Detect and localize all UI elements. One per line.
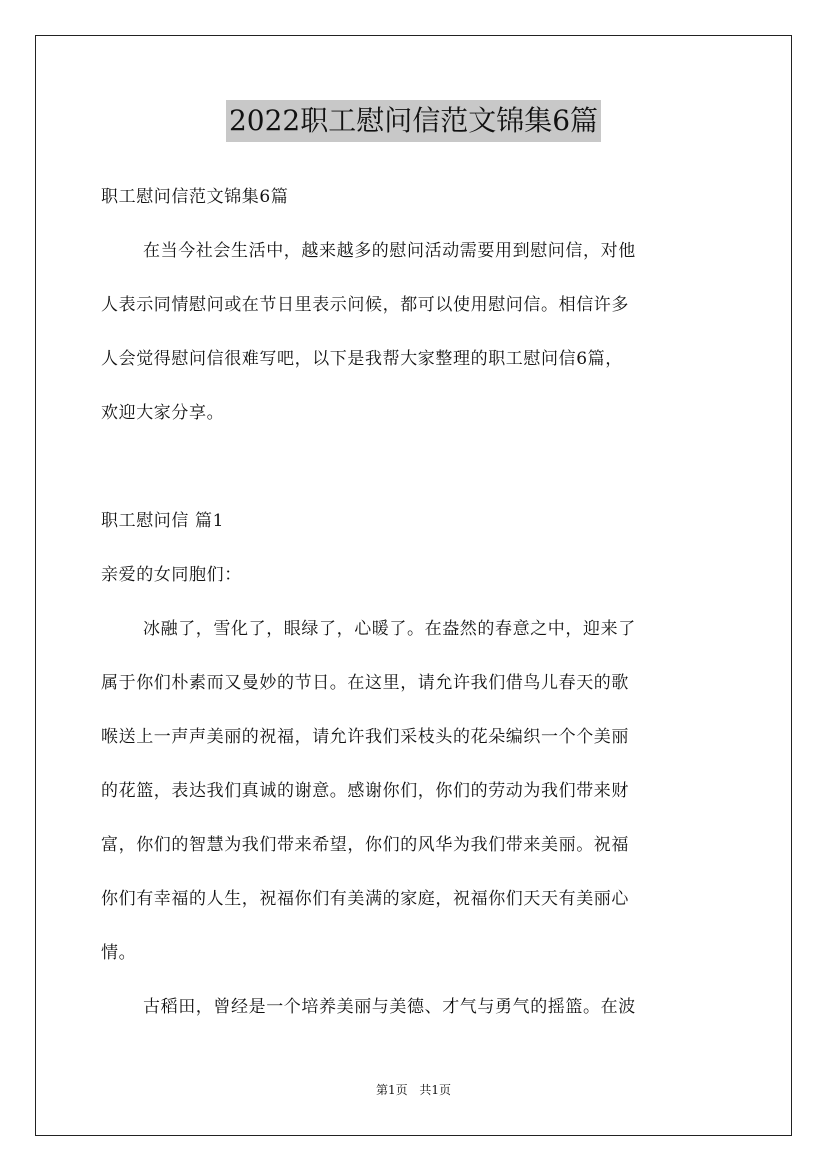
paragraph-line: 的花篮，表达我们真诚的谢意。感谢你们，你们的劳动为我们带来财 (101, 781, 629, 801)
paragraph-line: 你们有幸福的人生，祝福你们有美满的家庭，祝福你们天天有美丽心 (101, 889, 629, 909)
title-container (0, 100, 827, 142)
salutation: 亲爱的女同胞们： (101, 565, 242, 585)
page-number: 第1页 (375, 1083, 408, 1097)
paragraph-line: 冰融了，雪化了，眼绿了，心暖了。在盎然的春意之中，迎来了 (143, 619, 636, 639)
document-subtitle: 职工慰问信范文锦集6篇 (101, 187, 289, 207)
intro-line: 人会觉得慰问信很难写吧，以下是我帮大家整理的职工慰问信6篇， (101, 349, 623, 369)
section-heading: 职工慰问信 篇1 (101, 511, 225, 531)
paragraph-line: 富，你们的智慧为我们带来希望，你们的风华为我们带来美丽。祝福 (101, 835, 629, 855)
paragraph-gap (101, 440, 727, 494)
intro-line: 欢迎大家分享。 (101, 403, 225, 423)
intro-line: 人表示同情慰问或在节日里表示问候，都可以使用慰问信。相信许多 (101, 295, 629, 315)
paragraph-line: 属于你们朴素而又曼妙的节日。在这里，请允许我们借鸟儿春天的歌 (101, 673, 629, 693)
document-title: 2022职工慰问信范文锦集6篇 (226, 100, 601, 142)
paragraph-line: 喉送上一声声美丽的祝福，请允许我们采枝头的花朵编织一个个美丽 (101, 727, 629, 747)
page-total: 共1页 (419, 1083, 452, 1097)
paragraph-line: 情。 (101, 943, 137, 963)
page-footer (0, 1082, 827, 1098)
intro-line: 在当今社会生活中，越来越多的慰问活动需要用到慰问信，对他 (143, 241, 636, 261)
paragraph-line: 古稻田，曾经是一个培养美丽与美德、才气与勇气的摇篮。在波 (143, 997, 636, 1017)
document-body (101, 170, 727, 1034)
